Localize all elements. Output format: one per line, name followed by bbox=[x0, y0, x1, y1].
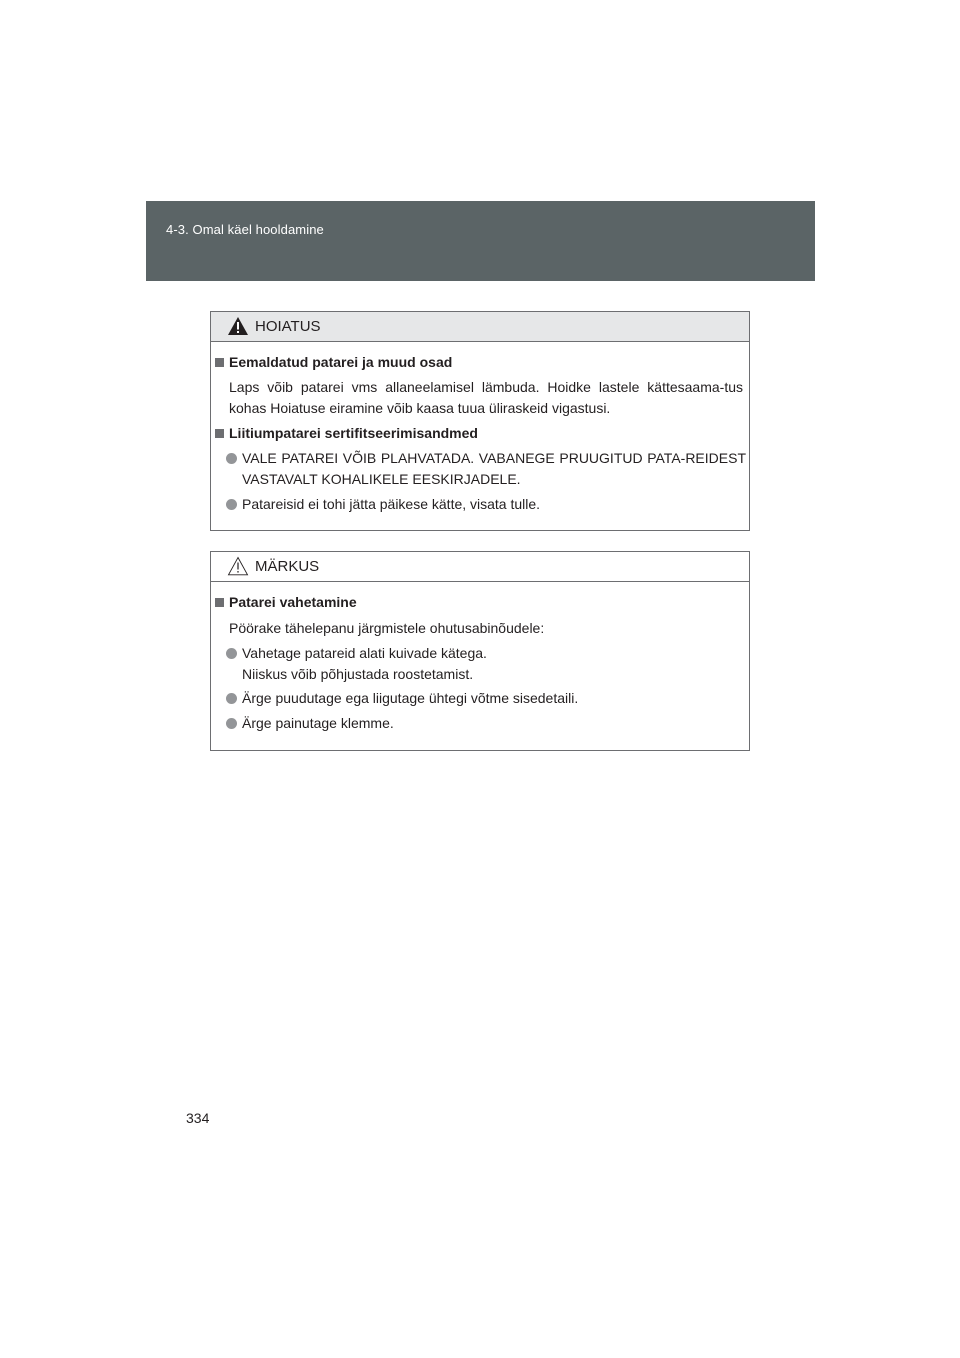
warning-box bbox=[210, 311, 750, 531]
square-bullet-icon bbox=[215, 429, 224, 438]
warning-triangle-icon bbox=[227, 316, 249, 336]
page-number: 334 bbox=[186, 1110, 210, 1126]
circle-bullet-icon bbox=[226, 453, 237, 464]
circle-bullet-icon bbox=[226, 499, 237, 510]
section-paragraph: Pöörake tähelepanu järgmistele ohutusabinõudele: bbox=[229, 620, 545, 636]
list-item: Vahetage patareid alati kuivade kätega. Niiskus võib põhjustada roostetamist. bbox=[226, 643, 746, 685]
notice-box-header bbox=[211, 552, 749, 582]
warning-box-header bbox=[211, 312, 749, 342]
section-heading: Patarei vahetamine bbox=[215, 594, 357, 610]
caution-triangle-outline-icon bbox=[227, 556, 249, 576]
section-paragraph: Laps võib patarei vms allaneelamisel lämbuda. Hoidke lastele kättesaama-tus kohas Hoiatuse eiramine võib kaasa tuua üliraskeid vigastusi. bbox=[229, 379, 743, 416]
section-heading: Eemaldatud patarei ja muud osad bbox=[215, 354, 452, 370]
list-item: VALE PATAREI VÕIB PLAHVATADA. VABANEGE PRUUGITUD PATA-REIDEST VASTAVALT KOHALIKELE EESKIRJADELE. bbox=[226, 448, 746, 490]
warning-box-label: HOIATUS bbox=[255, 318, 321, 335]
list-item: Patareisid ei tohi jätta päikese kätte, visata tulle. bbox=[226, 494, 746, 515]
square-bullet-icon bbox=[215, 358, 224, 367]
circle-bullet-icon bbox=[226, 693, 237, 704]
notice-box-label: MÄRKUS bbox=[255, 558, 320, 575]
list-item: Ärge puudutage ega liigutage ühtegi võtme sisedetaili. bbox=[226, 688, 746, 709]
list-item: Ärge painutage klemme. bbox=[226, 713, 746, 734]
square-bullet-icon bbox=[215, 598, 224, 607]
circle-bullet-icon bbox=[226, 718, 237, 729]
notice-box bbox=[210, 551, 750, 751]
section-title: 4-3. Omal käel hooldamine bbox=[166, 222, 324, 237]
section-header-bar bbox=[146, 201, 815, 281]
section-heading: Liitiumpatarei sertifitseerimisandmed bbox=[215, 425, 478, 441]
circle-bullet-icon bbox=[226, 648, 237, 659]
